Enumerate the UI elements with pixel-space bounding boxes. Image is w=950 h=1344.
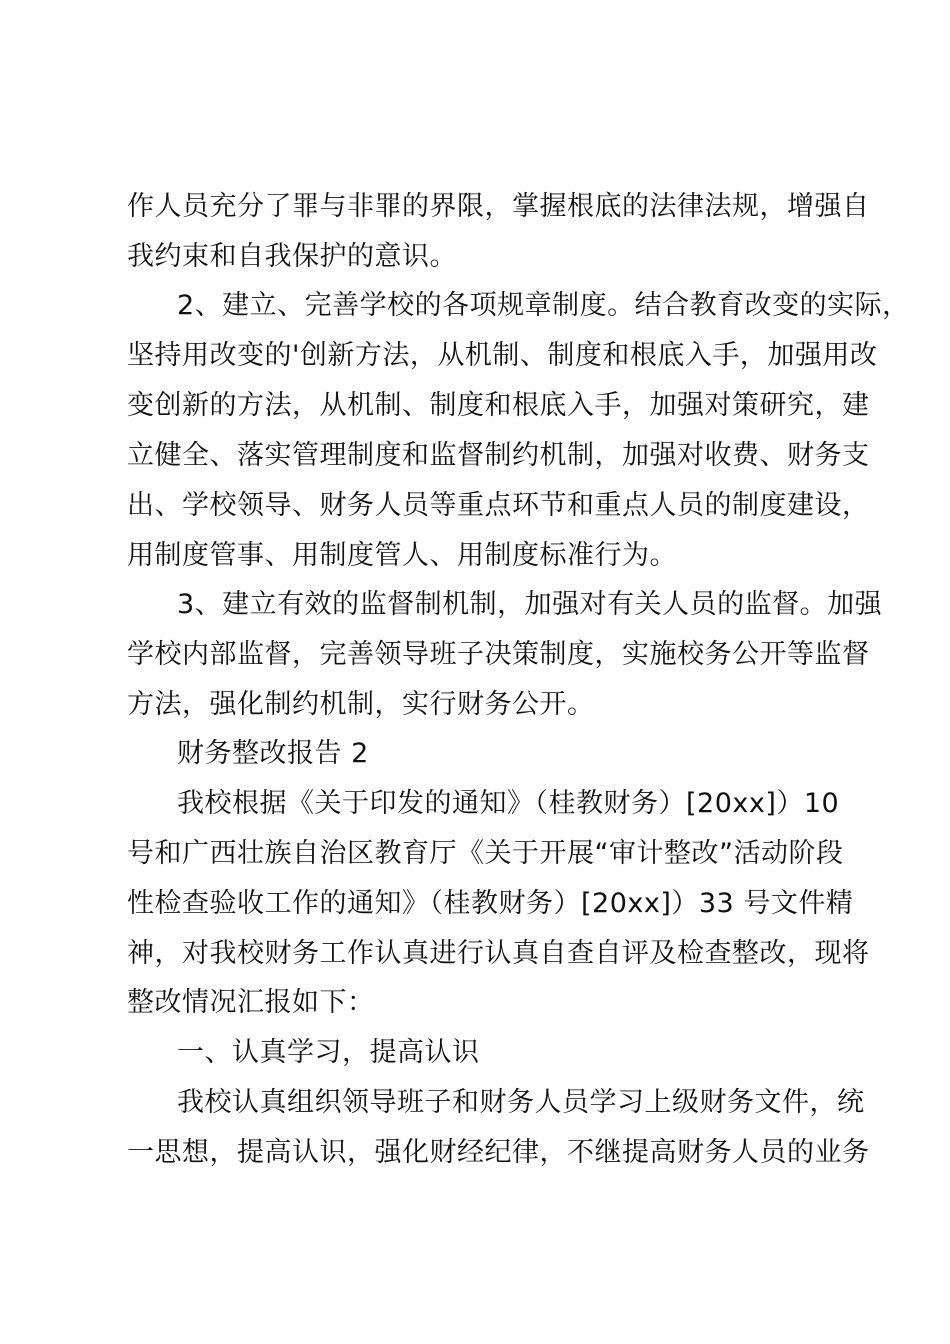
body-text-line: 神，对我校财务工作认真进行认真自查自评及检查整改，现将: [127, 938, 870, 969]
body-text-line: 用制度管事、用制度管人、用制度标准行为。: [127, 540, 677, 571]
body-text-line: 立健全、落实管理制度和监督制约机制，加强对收费、财务支: [127, 440, 870, 471]
body-text-line: 一思想，提高认识，强化财经纪律，不继提高财务人员的业务: [127, 1137, 870, 1168]
body-text-line: 我约束和自我保护的意识。: [127, 241, 457, 272]
section-heading: 财务整改报告 2: [177, 738, 369, 769]
body-text-line: 作人员充分了罪与非罪的界限，掌握根底的法律法规，增强自: [127, 191, 870, 222]
body-text-line: 我校根据《关于印发的通知》（桂教财务）[20xx]）10: [177, 788, 840, 819]
body-text-line: 坚持用改变的'创新方法，从机制、制度和根底入手，加强用改: [127, 340, 878, 371]
body-text-line: 变创新的方法，从机制、制度和根底入手，加强对策研究，建: [127, 390, 870, 421]
body-text-line: 出、学校领导、财务人员等重点环节和重点人员的制度建设，: [127, 490, 870, 521]
body-text-line: 整改情况汇报如下：: [127, 987, 375, 1018]
body-text-line: 3、建立有效的监督制机制，加强对有关人员的监督。加强: [177, 589, 883, 620]
subsection-heading: 一、认真学习，提高认识: [177, 1037, 480, 1068]
body-text-line: 我校认真组织领导班子和财务人员学习上级财务文件，统: [177, 1087, 865, 1118]
body-text-line: 号和广西壮族自治区教育厅《关于开展“审计整改”活动阶段: [127, 838, 844, 869]
body-text-line: 方法，强化制约机制，实行财务公开。: [127, 689, 595, 720]
body-text-line: 学校内部监督，完善领导班子决策制度，实施校务公开等监督: [127, 639, 870, 670]
body-text-line: 性检查验收工作的通知》（桂教财务）[20xx]）33 号文件精: [127, 888, 854, 919]
body-text-line: 2、建立、完善学校的各项规章制度。结合教育改变的实际，: [177, 290, 910, 321]
